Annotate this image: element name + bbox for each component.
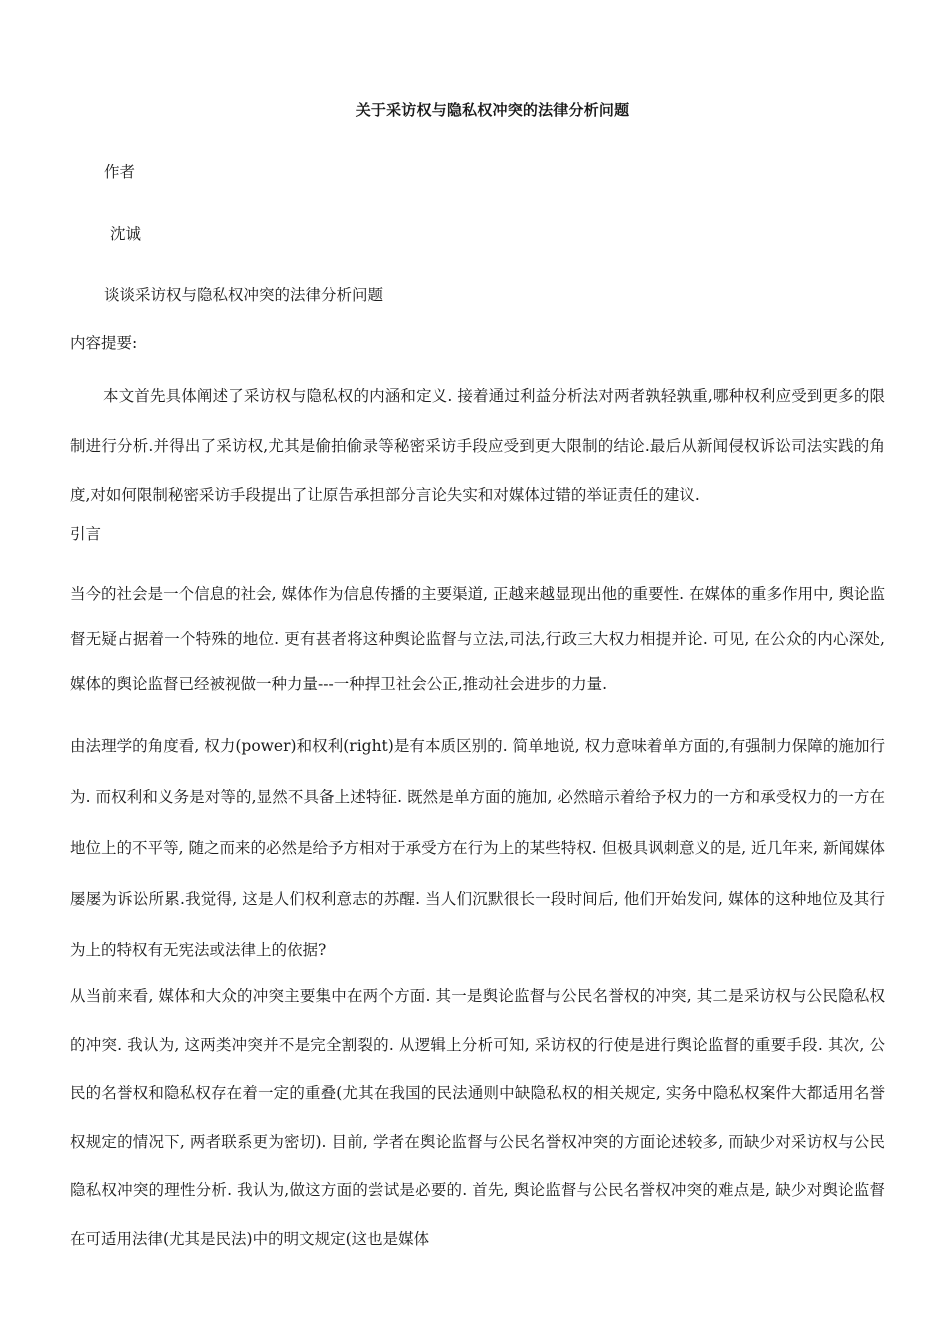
abstract-label: 内容提要: (70, 334, 138, 352)
author-label: 作者 (104, 163, 136, 181)
body-paragraph: 当今的社会是一个信息的社会, 媒体作为信息传播的主要渠道, 正越来越显现出他的重要性. 在媒体的重多作用中, 舆论监督无疑占据着一个特殊的地位. 更有甚者将这种舆论监督与立法,司法,行政三大权力相提并论. 可见, 在公众的内心深处, 媒体的舆论监督已经被视做一种力量---一种捍卫社会公正,推动社会进步的力量. (70, 585, 885, 693)
abstract-paragraph: 本文首先具体阐述了采访权与隐私权的内涵和定义. 接着通过利益分析法对两者孰轻孰重,哪种权利应受到更多的限制进行分析.并得出了采访权,尤其是偷拍偷录等秘密采访手段应受到更大限制的结论.最后从新闻侵权诉讼司法实践的角度,对如何限制秘密采访手段提出了让原告承担部分言论失实和对媒体过错的举证责任的建议. (70, 387, 885, 504)
document-subtitle: 谈谈采访权与隐私权冲突的法律分析问题 (104, 286, 384, 304)
body-paragraph: 由法理学的角度看, 权力(power)和权利(right)是有本质区别的. 简单地说, 权力意味着单方面的,有强制力保障的施加行为. 而权利和义务是对等的,显然不具备上述特征. 既然是单方面的施加, 必然暗示着给予权力的一方和承受权力的一方在地位上的不平等, 随之而来的必然是给予方相对于承受方在行为上的某些特权. 但极具讽刺意义的是, 近几年来, 新闻媒体屡屡为诉讼所累.我觉得, 这是人们权利意志的苏醒. 当人们沉默很长一段时间后, 他们开始发问, 媒体的这种地位及其行为上的特权有无宪法或法律上的依据? (70, 737, 885, 959)
intro-heading: 引言 (70, 525, 102, 543)
document-title: 关于采访权与隐私权冲突的法律分析问题 (355, 101, 630, 119)
author-name: 沈诚 (110, 225, 142, 243)
body-paragraph: 从当前来看, 媒体和大众的冲突主要集中在两个方面. 其一是舆论监督与公民名誉权的冲突, 其二是采访权与公民隐私权的冲突. 我认为, 这两类冲突并不是完全割裂的. 从逻辑上分析可知, 采访权的行使是进行舆论监督的重要手段. 其次, 公民的名誉权和隐私权存在着一定的重叠(尤其在我国的民法通则中缺隐私权的相关规定, 实务中隐私权案件大都适用名誉权规定的情况下, 两者联系更为密切). 目前, 学者在舆论监督与公民名誉权冲突的方面论述较多, 而缺少对采访权与公民隐私权冲突的理性分析. 我认为,做这方面的尝试是必要的. 首先, 舆论监督与公民名誉权冲突的难点是, 缺少对舆论监督在可适用法律(尤其是民法)中的明文规定(这也是媒体 (70, 987, 885, 1248)
